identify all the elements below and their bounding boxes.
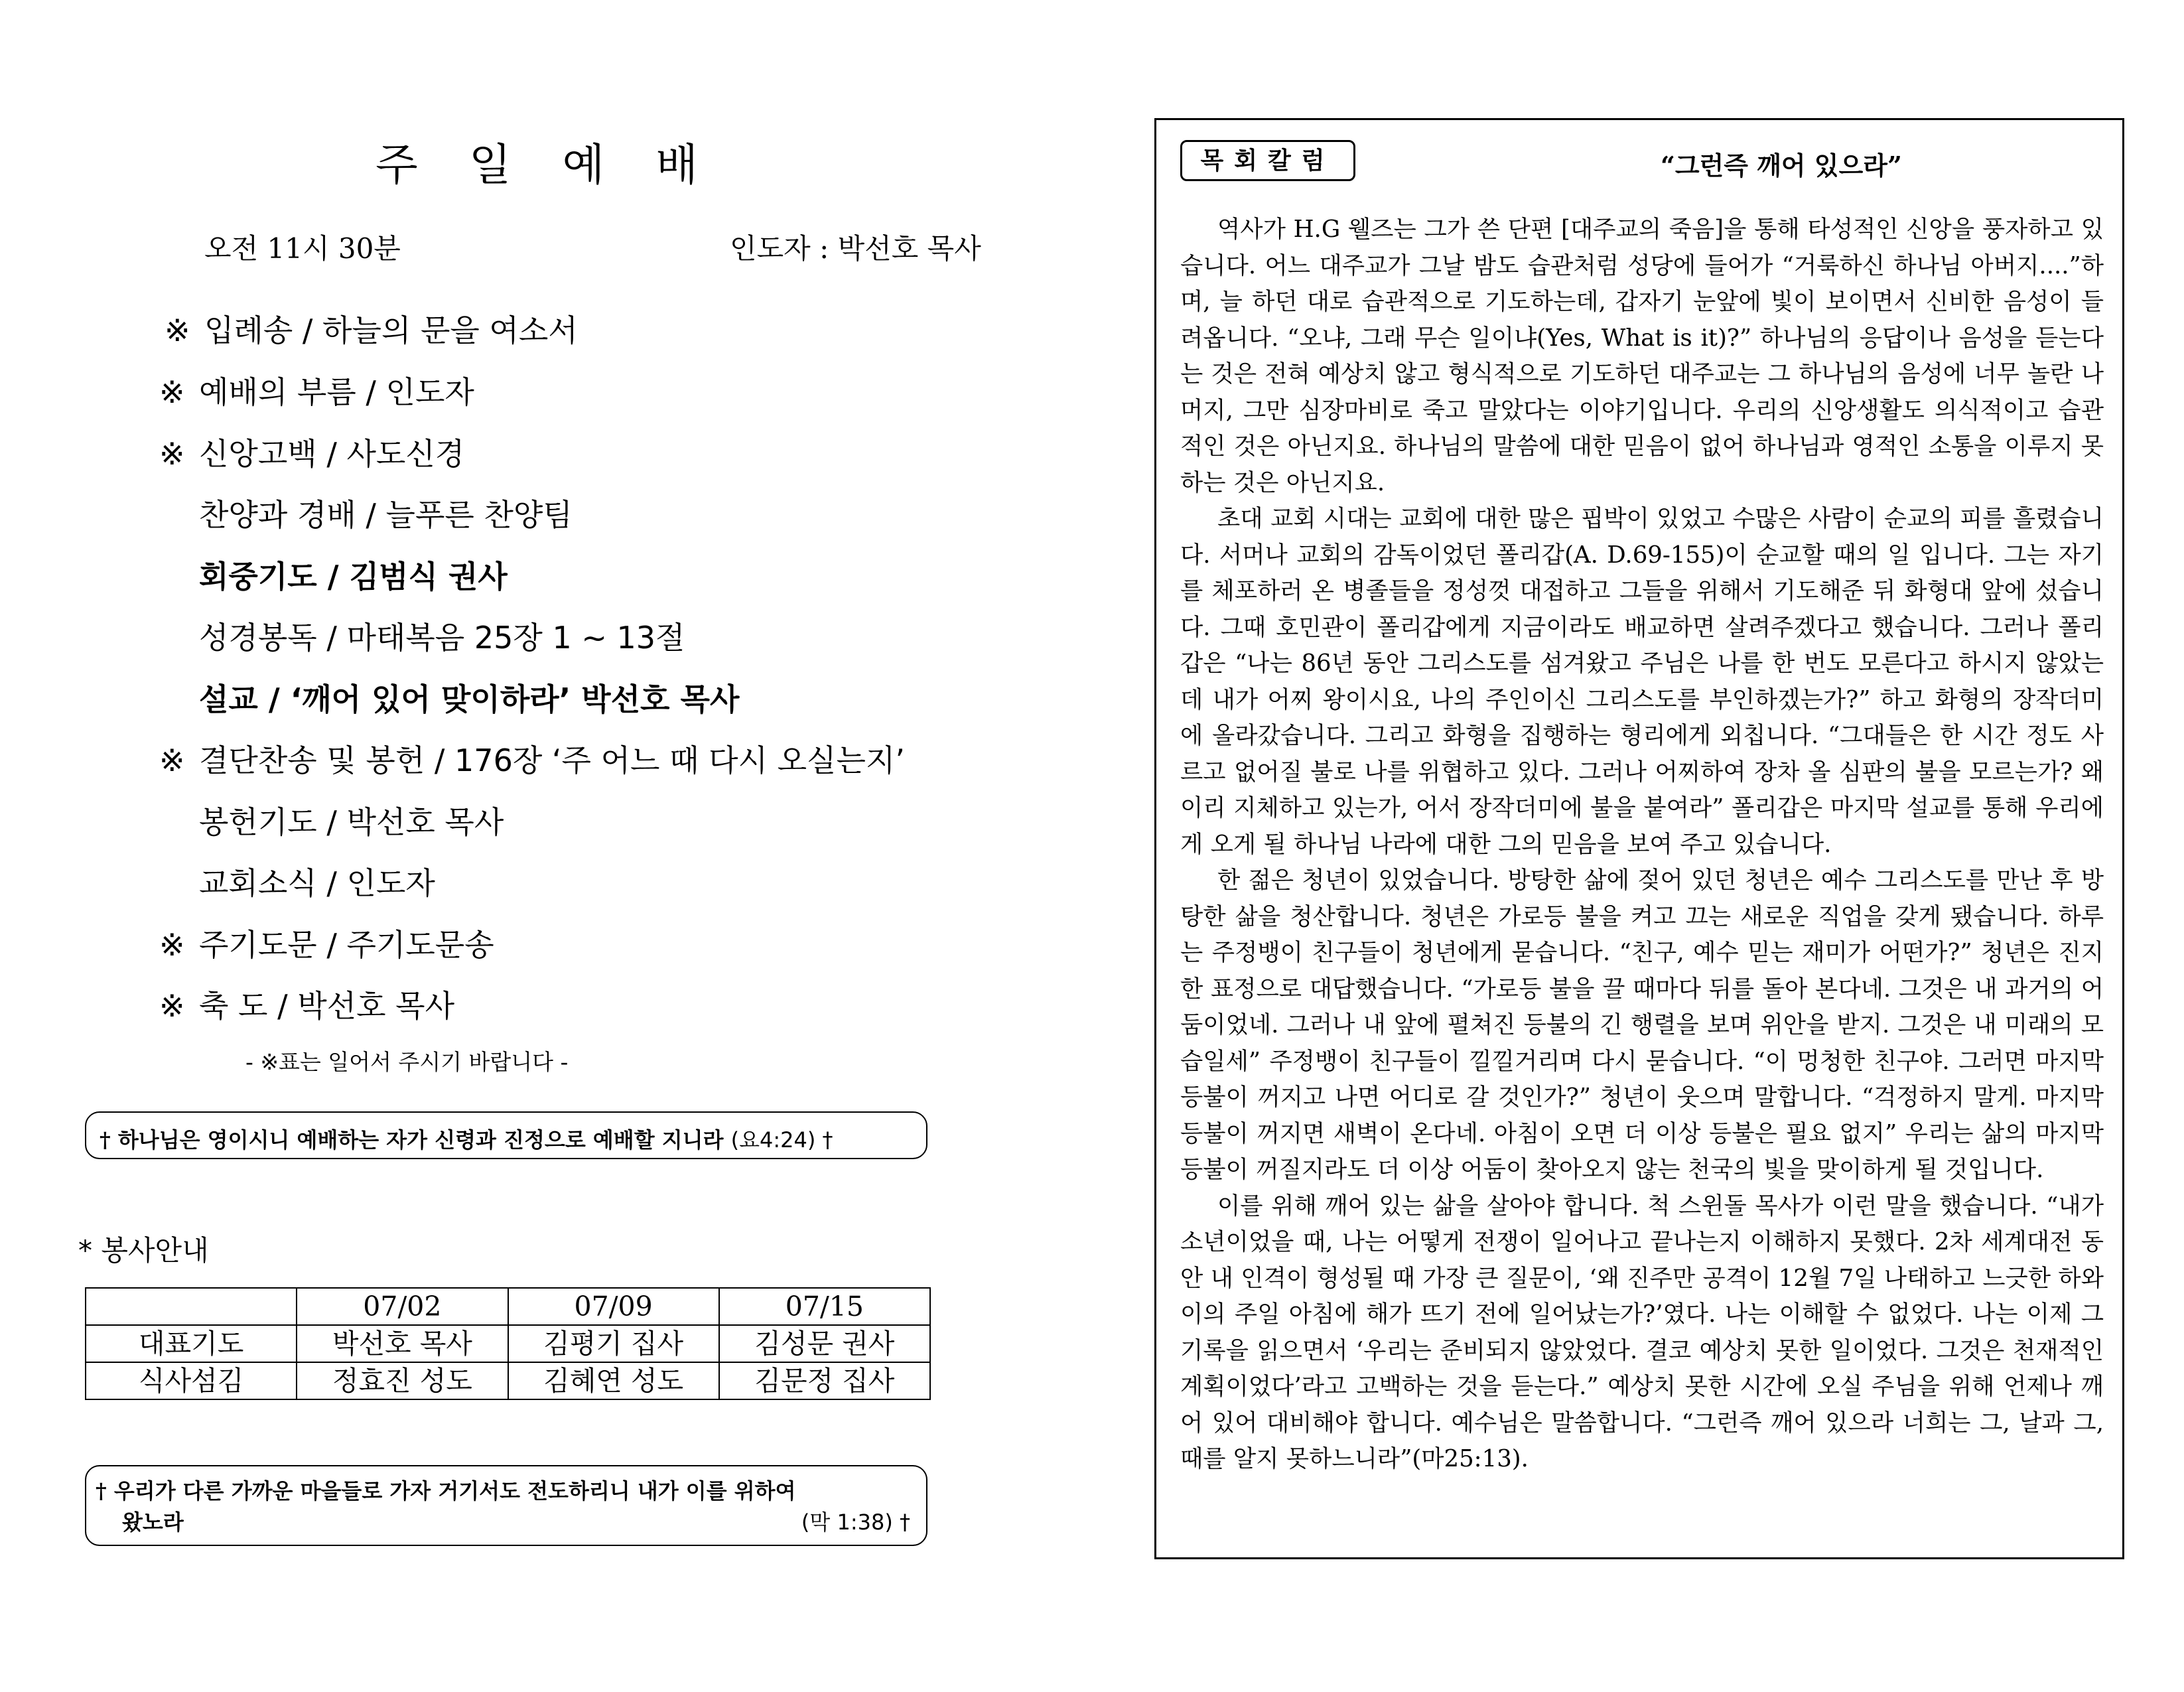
standing-mark: ※ xyxy=(159,927,185,963)
verse-box xyxy=(85,1465,927,1546)
date-cell: 07/09 xyxy=(508,1288,719,1325)
table-header-row xyxy=(86,1288,930,1325)
name-cell: 정효진 성도 xyxy=(297,1362,508,1399)
service-time: 오전 11시 30분 xyxy=(204,232,401,265)
verse-second-line xyxy=(96,1507,917,1538)
column-tag: 목회칼럼 xyxy=(1180,140,1355,181)
standing-note: - ※표는 일어서 주시기 바랍니다 - xyxy=(245,1049,569,1075)
order-text: 주기도문 / 주기도문송 xyxy=(199,927,494,963)
pastor-column xyxy=(1154,118,2124,1559)
page-title: 주 일 예 배 xyxy=(375,139,717,190)
role-cell: 대표기도 xyxy=(86,1325,297,1362)
verse-text: † 하나님은 영이시니 예배하는 자가 신령과 진정으로 예배할 지니라 xyxy=(100,1127,724,1153)
order-item xyxy=(159,675,739,719)
order-text: 설교 / ‘깨어 있어 맞이하라’ 박선호 목사 xyxy=(199,681,740,717)
verse-reference: (요4:24) † xyxy=(730,1127,833,1153)
name-cell: 김혜연 성도 xyxy=(508,1362,719,1399)
order-text: 예배의 부름 / 인도자 xyxy=(199,374,474,410)
column-paragraph: 이를 위해 깨어 있는 삶을 살아야 합니다. 척 스윈돌 목사가 이런 말을 했습니다. “내가 소년이었을 때, 나는 어떻게 전쟁이 일어나고 끝나는지 이해하지 못했다. 2차 세계대전 동안 내 인격이 형성될 때 가장 큰 질문이, ‘왜 진주만 공격이 12월 7일 나태하고 느긋한 하와이의 주일 아침에 해가 뜨기 전에 일어났는가?’였다. 나는 이해할 수 없었다. 나는 이제 그 기록을 읽으면서 ‘우리는 준비되지 않았었다. 결코 예상치 못한 일이었다. 그것은 천재적인 계획이었다’라고 고백하는 것을 듣는다.” 예상치 못한 시간에 오실 주님을 위해 언제나 깨어 있어 대비해야 합니다. 예수님은 말씀합니다. “그런즉 깨어 있으라 너희는 그, 날과 그, 때를 알지 못하느니라”(마25:13). xyxy=(1180,1192,2104,1472)
order-item xyxy=(165,307,578,350)
column-paragraph: 초대 교회 시대는 교회에 대한 많은 핍박이 있었고 수많은 사람이 순교의 피를 흘렸습니다. 서머나 교회의 감독이었던 폴리갑(A. D.69-155)이 순교할 때의 일 입니다. 그는 자기를 체포하러 온 병졸들을 정성껏 대접하고 그들을 위해서 기도해준 뒤 화형대 앞에 섰습니다. 그때 호민관이 폴리갑에게 지금이라도 배교하면 살려주겠다고 했습니다. 그러나 폴리갑은 “나는 86년 동안 그리스도를 섬겨왔고 주님은 나를 한 번도 모른다고 하시지 않았는데 내가 어찌 왕이시요, 나의 주인이신 그리스도를 부인하겠는가?” 하고 화형의 장작더미에 올라갔습니다. 그리고 화형을 집행하는 형리에게 외칩니다. “그대들은 한 시간 정도 사르고 없어질 불로 나를 위협하고 있다. 그러나 어찌하여 장차 올 심판의 불을 모르는가? 왜 이리 지체하고 있는가, 어서 장작더미에 불을 붙여라” 폴리갑은 마지막 설교를 통해 우리에게 오게 될 하나님 나라에 대한 그의 믿음을 보여 주고 있습니다. xyxy=(1180,505,2104,858)
service-heading: * 봉사안내 xyxy=(78,1234,209,1267)
order-item xyxy=(159,430,464,474)
order-text: 회중기도 / 김범식 권사 xyxy=(199,559,508,595)
order-text: 교회소식 / 인도자 xyxy=(199,865,435,901)
standing-mark: ※ xyxy=(159,742,185,778)
order-item xyxy=(159,982,454,1026)
order-text: 신앙고백 / 사도신경 xyxy=(199,436,465,472)
service-leader: 인도자 : 박선호 목사 xyxy=(730,232,981,265)
order-text: 축 도 / 박선호 목사 xyxy=(199,988,455,1024)
name-cell: 박선호 목사 xyxy=(297,1325,508,1362)
order-item xyxy=(159,737,905,780)
table-row xyxy=(86,1325,930,1362)
role-cell: 식사섬김 xyxy=(86,1362,297,1399)
table-corner-cell xyxy=(86,1288,297,1325)
order-item xyxy=(159,859,435,903)
order-text: 결단찬송 및 봉헌 / 176장 ‘주 어느 때 다시 오실는지’ xyxy=(199,742,905,778)
name-cell: 김성문 권사 xyxy=(719,1325,930,1362)
order-text: 찬양과 경배 / 늘푸른 찬양팀 xyxy=(199,497,573,533)
standing-mark: ※ xyxy=(159,436,185,472)
name-cell: 김문정 집사 xyxy=(719,1362,930,1399)
standing-mark: ※ xyxy=(159,374,185,410)
column-paragraph: 역사가 H.G 웰즈는 그가 쓴 단편 [대주교의 죽음]을 통해 타성적인 신앙을 풍자하고 있습니다. 어느 대주교가 그날 밤도 습관처럼 성당에 들어가 “거룩하신 하나님 아버지....”하며, 늘 하던 대로 습관적으로 기도하는데, 갑자기 눈앞에 빛이 보이면서 신비한 음성이 들려옵니다. “오냐, 그래 무슨 일이냐(Yes, What is it)?” 하나님의 응답이나 음성을 듣는다는 것은 전혀 예상치 않고 형식적으로 기도하던 대주교는 그 하나님의 음성에 너무 놀란 나머지, 그만 심장마비로 죽고 말았다는 이야기입니다. 우리의 신앙생활도 의식적이고 습관적인 것은 아닌지요. 하나님의 말씀에 대한 믿음이 없어 하나님과 영적인 소통을 이루지 못하는 것은 아닌지요. xyxy=(1180,216,2104,496)
order-text: 성경봉독 / 마태복음 25장 1 ~ 13절 xyxy=(199,620,685,656)
verse-reference: (막 1:38) † xyxy=(801,1510,910,1535)
order-item xyxy=(159,553,508,597)
column-title: “그런즉 깨어 있으라” xyxy=(1661,151,1902,180)
order-text: 봉헌기도 / 박선호 목사 xyxy=(199,804,504,840)
date-cell: 07/15 xyxy=(719,1288,930,1325)
order-text: 입례송 / 하늘의 문을 여소서 xyxy=(204,313,578,348)
order-item xyxy=(159,798,504,842)
verse-box xyxy=(85,1111,927,1159)
table-row xyxy=(86,1362,930,1399)
standing-mark: ※ xyxy=(165,313,190,348)
order-item xyxy=(159,614,685,658)
verse-text: 왔노라 xyxy=(122,1510,184,1535)
verse-text: † 우리가 다른 가까운 마을들로 가자 거기서도 전도하리니 내가 이를 위하여 xyxy=(96,1478,796,1504)
order-item xyxy=(159,491,573,535)
name-cell: 김평기 집사 xyxy=(508,1325,719,1362)
order-item xyxy=(159,921,494,965)
order-item xyxy=(159,368,474,412)
service-table xyxy=(85,1287,931,1400)
column-paragraph: 한 젊은 청년이 있었습니다. 방탕한 삶에 젖어 있던 청년은 예수 그리스도를 만난 후 방탕한 삶을 청산합니다. 청년은 가로등 불을 켜고 끄는 새로운 직업을 갖게 됐습니다. 하루는 주정뱅이 친구들이 청년에게 묻습니다. “친구, 예수 믿는 재미가 어떤가?” 청년은 진지한 표정으로 대답했습니다. “가로등 불을 끌 때마다 뒤를 돌아 본다네. 그것은 내 과거의 어둠이었네. 그러나 내 앞에 펼쳐진 등불의 긴 행렬을 보며 위안을 받지. 그것은 내 미래의 모습일세” 주정뱅이 친구들이 낄낄거리며 다시 묻습니다. “이 멍청한 친구야. 그러면 마지막 등불이 꺼지고 나면 어디로 갈 것인가?” 청년이 웃으며 말합니다. “걱정하지 말게. 마지막 등불이 꺼지면 새벽이 온다네. 아침이 오면 더 이상 등불은 필요 없지” 우리는 삶의 마지막 등불이 꺼질지라도 더 이상 어둠이 찾아오지 않는 천국의 빛을 맞이하게 될 것입니다. xyxy=(1180,867,2104,1183)
column-body xyxy=(1180,212,2104,1478)
standing-mark: ※ xyxy=(159,988,185,1024)
date-cell: 07/02 xyxy=(297,1288,508,1325)
